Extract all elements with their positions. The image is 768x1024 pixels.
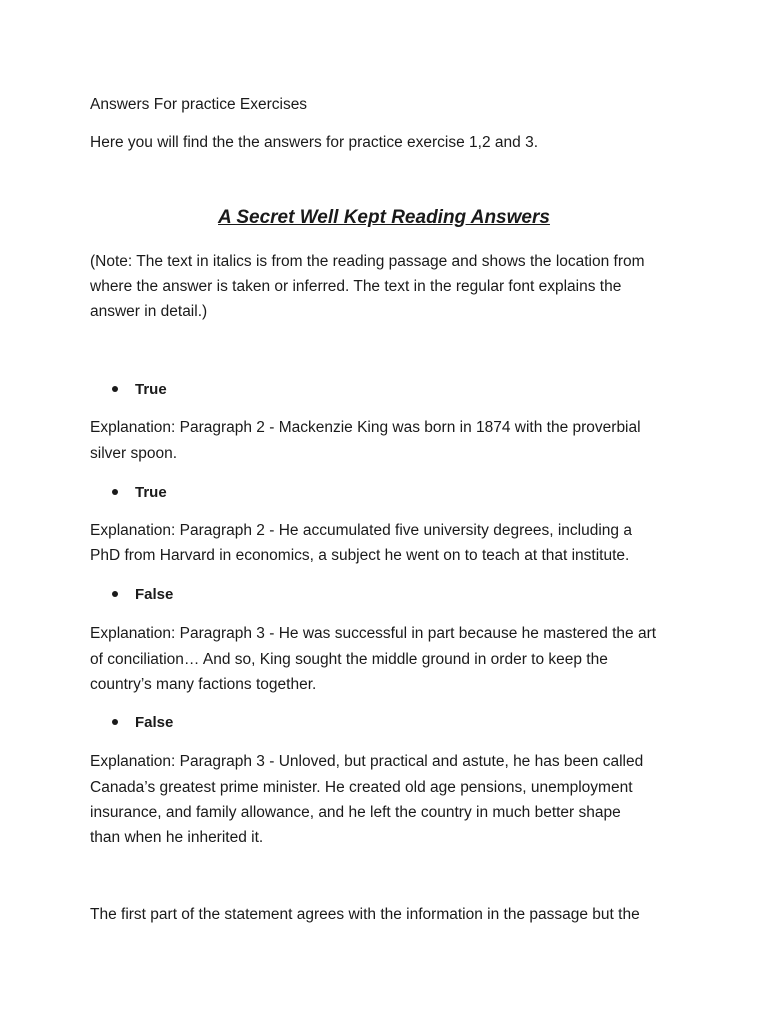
bullet-icon: [112, 591, 118, 597]
explanation-4-line-4: than when he inherited it.: [90, 829, 264, 846]
explanation-4-line-1: Explanation: Paragraph 3 - Unloved, but practical and astute, he has been called: [90, 753, 644, 770]
bullet-icon: [112, 386, 118, 392]
answer-bullet-1: [112, 380, 167, 400]
section-title: A Secret Well Kept Reading Answers: [218, 207, 550, 228]
answer-bullet-3: [112, 585, 173, 605]
answer-label: True: [135, 484, 167, 501]
document-heading: Answers For practice Exercises: [90, 96, 308, 113]
explanation-4-line-2: Canada’s greatest prime minister. He created old age pensions, unemployment: [90, 779, 633, 796]
explanation-1-line-1: Explanation: Paragraph 2 - Mackenzie King was born in 1874 with the proverbial: [90, 419, 641, 436]
answer-label: False: [135, 714, 174, 731]
explanation-3-line-1: Explanation: Paragraph 3 - He was successful in part because he mastered the art: [90, 625, 657, 642]
bullet-icon: [112, 719, 118, 725]
explanation-2-line-2: PhD from Harvard in economics, a subject he went on to teach at that institute.: [90, 547, 630, 564]
footer-text: The first part of the statement agrees with the information in the passage but the: [90, 906, 640, 923]
answer-bullet-2: [112, 483, 167, 503]
explanation-1-line-2: silver spoon.: [90, 445, 178, 462]
explanation-4-line-3: insurance, and family allowance, and he left the country in much better shape: [90, 804, 621, 821]
explanation-2-line-1: Explanation: Paragraph 2 - He accumulated five university degrees, including a: [90, 522, 632, 539]
bullet-icon: [112, 489, 118, 495]
answer-label: False: [135, 586, 174, 603]
answer-label: True: [135, 381, 167, 398]
note-line-3: answer in detail.): [90, 303, 208, 320]
answer-bullet-4: [112, 713, 173, 733]
intro-text: Here you will find the the answers for practice exercise 1,2 and 3.: [90, 134, 539, 151]
note-line-1: (Note: The text in italics is from the reading passage and shows the location from: [90, 253, 645, 270]
explanation-3-line-2: of conciliation… And so, King sought the middle ground in order to keep the: [90, 651, 608, 668]
explanation-3-line-3: country’s many factions together.: [90, 676, 317, 693]
note-line-2: where the answer is taken or inferred. The text in the regular font explains the: [90, 278, 622, 295]
